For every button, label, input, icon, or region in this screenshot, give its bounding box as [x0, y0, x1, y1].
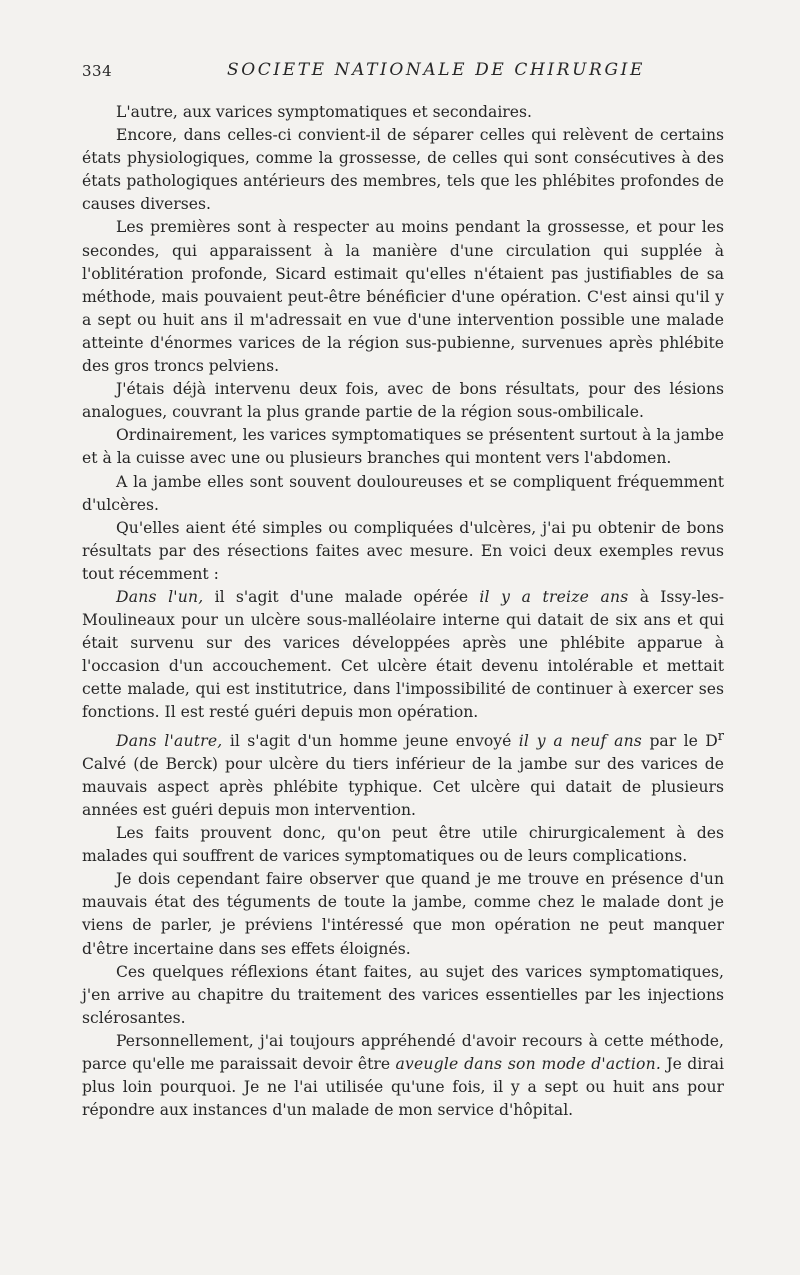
paragraph: Ces quelques réflexions étant faites, au sujet des varices symptomatiques, j'en arrive au chapitre du traitement des varices essentielles par les injections sclérosantes.	[82, 962, 724, 1027]
paragraph-text: par le D	[642, 731, 718, 750]
paragraph: Qu'elles aient été simples ou compliquées d'ulcères, j'ai pu obtenir de bons résultats par des résections faites avec mesure. En voici deux exemples revus tout récemment :	[82, 518, 724, 583]
italic-phrase: Dans l'un,	[116, 587, 204, 606]
paragraph-text: Je dirai plus loin pourquoi. Je ne l'ai utilisée qu'une fois, il y a sept ou huit ans pour répondre aux instances d'un malade de mon service d'hôpital.	[82, 1055, 725, 1120]
paragraph-text: à Issy-les-Moulineaux pour un ulcère sous-malléolaire interne qui datait de six ans et qui était survenu sur des varices développées après une phlébite apparue à l'occasion d'un accouchement. Cet ulcère était devenu intolérable et mettait cette malade, qui est institutrice, dans l'impossibilité de continuer à exercer ses fonctions. Il est resté guéri depuis mon opération.	[82, 587, 724, 722]
paragraph: L'autre, aux varices symptomatiques et secondaires.	[116, 103, 532, 121]
italic-phrase: aveugle dans son mode d'action.	[395, 1055, 661, 1074]
italic-phrase: Dans l'autre,	[116, 731, 223, 750]
paragraph-text: il s'agit d'une malade opérée	[203, 587, 480, 606]
paragraph: Les faits prouvent donc, qu'on peut être utile chirurgicalement à des malades qui souffrent de varices symptomatiques ou de leurs complications.	[82, 824, 724, 866]
paragraph	[82, 725, 724, 823]
superscript: r	[717, 728, 724, 744]
journal-title: SOCIETE NATIONALE DE CHIRURGIE	[227, 60, 645, 80]
paragraph: Je dois cependant faire observer que quand je me trouve en présence d'un mauvais état des téguments de toute la jambe, comme chez le malade dont je viens de parler, je préviens l'intéressé que mon opération ne peut manquer d'être incertaine dans ses effets éloignés.	[82, 870, 724, 958]
paragraph	[82, 1030, 724, 1122]
paragraph: Les premières sont à respecter au moins pendant la grossesse, et pour les secondes, qui apparaissent à la manière d'une circulation qui supplée à l'oblitération profonde, Sicard estimait qu'elles n'étaient pas justifiables de sa méthode, mais pouvaient peut-être bénéficier d'une opération. C'est ainsi qu'il y a sept ou huit ans il m'adressait en vue d'une intervention possible une malade atteinte d'énormes varices de la région sus-pubienne, survenues après phlébite des gros troncs pelviens.	[82, 218, 724, 376]
paragraph: A la jambe elles sont souvent douloureuses et se compliquent fréquemment d'ulcères.	[82, 472, 724, 514]
paragraph: J'étais déjà intervenu deux fois, avec de bons résultats, pour des lésions analogues, couvrant la plus grande partie de la région sous-ombilicale.	[82, 380, 724, 422]
paragraph-text: il s'agit d'un homme jeune envoyé	[222, 731, 519, 750]
body-text	[82, 101, 724, 1122]
paragraph: Encore, dans celles-ci convient-il de séparer celles qui relèvent de certains états physiologiques, comme la grossesse, de celles qui sont consécutives à des états pathologiques antérieurs des membres, tels que les phlébites profondes de causes diverses.	[82, 126, 724, 214]
paragraph: Ordinairement, les varices symptomatiques se présentent surtout à la jambe et à la cuisse avec une ou plusieurs branches qui montent vers l'abdomen.	[82, 426, 724, 468]
running-head	[82, 60, 718, 88]
paragraph	[82, 586, 724, 725]
paragraph-text: Calvé (de Berck) pour ulcère du tiers inférieur de la jambe sur des varices de mauvais aspect après phlébite typhique. Cet ulcère qui datait de plusieurs années est guéri depuis mon intervention.	[82, 754, 724, 819]
italic-phrase: il y a neuf ans	[518, 731, 643, 750]
page-number: 334	[82, 62, 113, 80]
italic-phrase: il y a treize ans	[479, 587, 629, 606]
paragraph-text: Personnellement, j'ai toujours appréhendé d'avoir recours à cette méthode, parce qu'elle me paraissait devoir être	[82, 1031, 724, 1074]
